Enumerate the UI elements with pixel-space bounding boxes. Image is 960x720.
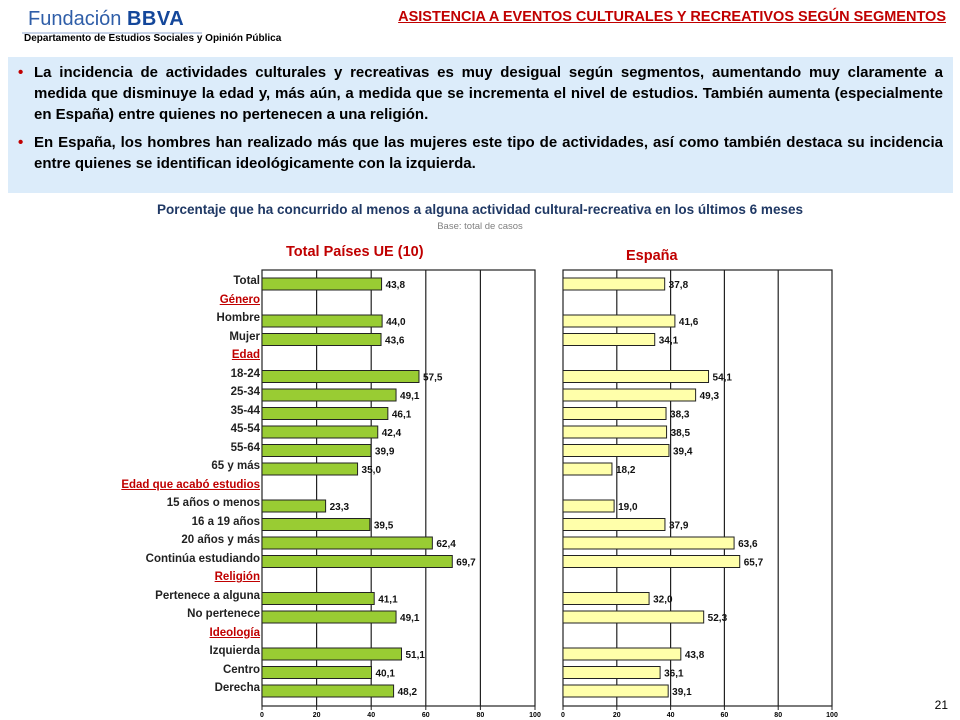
slide-title: ASISTENCIA A EVENTOS CULTURALES Y RECREATIVOS SEGÚN SEGMENTOS xyxy=(398,9,946,25)
bar-value-label: 39,1 xyxy=(672,687,692,698)
logo-text: Fundación BBVA xyxy=(28,8,185,30)
bar-value-label: 42,4 xyxy=(381,428,402,439)
category-label: 45-54 xyxy=(230,423,260,435)
bar xyxy=(262,519,370,531)
bar-value-label: 49,1 xyxy=(400,613,420,624)
bar xyxy=(262,667,371,679)
bar xyxy=(262,371,419,383)
bar xyxy=(262,389,396,401)
bar-value-label: 54,1 xyxy=(712,372,732,384)
bar xyxy=(563,315,675,327)
bar-value-label: 41,6 xyxy=(678,317,699,328)
bar xyxy=(262,315,382,327)
bar-value-label: 65,7 xyxy=(743,557,764,569)
bar-value-label: 51,1 xyxy=(405,650,425,661)
bar xyxy=(563,611,704,623)
bar xyxy=(563,371,709,383)
category-label: 15 años o menos xyxy=(166,497,260,509)
bar-value-label: 48,2 xyxy=(397,687,418,698)
bar-value-label: 32,0 xyxy=(653,594,673,606)
x-tick-label: 100 xyxy=(826,712,838,719)
bar-value-label: 18,2 xyxy=(615,465,636,476)
base-note: Base: total de casos xyxy=(437,221,523,232)
category-section-header: Religión xyxy=(214,571,260,583)
bar xyxy=(563,593,649,605)
bar-value-label: 36,1 xyxy=(664,668,684,680)
bar-value-label: 52,3 xyxy=(707,613,728,624)
bar xyxy=(563,463,612,475)
bar xyxy=(563,445,669,457)
bar-value-label: 41,1 xyxy=(378,594,398,606)
bar-value-label: 37,8 xyxy=(668,280,689,291)
bar xyxy=(563,537,734,549)
bar xyxy=(262,611,396,623)
bar-value-label: 69,7 xyxy=(456,557,476,569)
bar xyxy=(262,556,452,568)
category-label: Continúa estudiando xyxy=(145,552,260,565)
bar-value-label: 44,0 xyxy=(386,317,406,328)
bar-value-label: 63,6 xyxy=(738,539,758,550)
category-label: Centro xyxy=(222,663,260,676)
bar-value-label: 37,9 xyxy=(668,520,689,532)
category-label: 20 años y más xyxy=(181,534,260,546)
bar-value-label: 19,0 xyxy=(618,502,638,513)
x-tick-label: 80 xyxy=(774,712,783,719)
bar-value-label: 39,4 xyxy=(672,446,693,458)
bar xyxy=(262,334,381,346)
x-tick-label: 60 xyxy=(421,712,430,719)
bar xyxy=(563,519,665,531)
bar xyxy=(563,556,740,568)
bar xyxy=(563,685,668,697)
category-label: 25-34 xyxy=(230,386,260,398)
bar-value-label: 43,8 xyxy=(385,280,406,291)
x-tick-label: 80 xyxy=(476,712,485,719)
department-label: Departamento de Estudios Sociales y Opinión Pública xyxy=(24,33,282,44)
category-label: Total xyxy=(233,275,260,287)
bar xyxy=(563,278,665,290)
summary-bullet: • La incidencia de actividades culturales y recreativas es muy desigual según segmentos, aumentando muy claramente a medida que disminuye la edad y, más aún, a medida que se incrementa el nivel de estudios. También aumenta (especialmente en España) entre quienes no pertenecen a una religión. xyxy=(18,64,943,123)
category-label: 16 a 19 años xyxy=(191,515,260,528)
summary-bullet: • En España, los hombres han realizado más que las mujeres este tipo de actividades, así como también destaca su incidencia entre quienes se identifican ideológicamente con la izquierda. xyxy=(18,134,943,172)
bar xyxy=(563,426,667,438)
bar xyxy=(563,500,614,512)
category-section-header: Edad que acabó estudios xyxy=(121,478,260,491)
category-label: 65 y más xyxy=(211,460,260,472)
category-section-header: Género xyxy=(219,293,260,306)
category-label: No pertenece xyxy=(187,608,260,620)
x-tick-label: 100 xyxy=(529,712,541,719)
bar xyxy=(262,537,432,549)
bar xyxy=(262,278,382,290)
panel-title-spain: España xyxy=(626,248,678,264)
bar-value-label: 39,9 xyxy=(374,446,395,458)
bar-value-label: 34,1 xyxy=(658,335,679,347)
bar-value-label: 38,5 xyxy=(670,428,691,439)
bar-value-label: 43,8 xyxy=(684,650,705,661)
bar-value-label: 35,0 xyxy=(361,465,382,476)
category-label: 55-64 xyxy=(230,441,260,454)
bar-value-label: 46,1 xyxy=(391,409,412,421)
bar xyxy=(563,389,696,401)
panel-title-eu: Total Países UE (10) xyxy=(286,244,424,260)
x-tick-label: 0 xyxy=(561,712,565,719)
bullet-dot-icon: • xyxy=(18,134,24,151)
category-label: Mujer xyxy=(229,330,260,343)
bullet-dot-icon: • xyxy=(18,64,24,81)
bar-value-label: 49,3 xyxy=(699,391,720,402)
bar xyxy=(262,685,394,697)
bar-value-label: 39,5 xyxy=(373,520,394,532)
category-section-header: Edad xyxy=(231,349,260,361)
bar-value-label: 38,3 xyxy=(670,409,690,421)
chart-subtitle: Porcentaje que ha concurrido al menos a alguna actividad cultural-recreativa en los últimos 6 meses xyxy=(157,202,803,217)
category-section-header: Ideología xyxy=(209,626,260,639)
page-number: 21 xyxy=(934,698,948,712)
bar xyxy=(563,667,660,679)
category-label: 35-44 xyxy=(230,404,260,417)
bar xyxy=(563,334,655,346)
category-label: 18-24 xyxy=(230,367,260,380)
bar-value-label: 40,1 xyxy=(375,668,395,680)
x-tick-label: 20 xyxy=(612,712,621,719)
bar xyxy=(262,648,402,660)
x-tick-label: 60 xyxy=(720,712,729,719)
category-label: Izquierda xyxy=(209,645,260,657)
category-label: Hombre xyxy=(216,312,260,324)
bar-value-label: 43,6 xyxy=(385,335,405,347)
bar xyxy=(262,426,378,438)
bar xyxy=(262,463,358,475)
x-tick-label: 40 xyxy=(367,712,376,719)
bar xyxy=(262,445,371,457)
bar-value-label: 62,4 xyxy=(436,539,456,550)
x-tick-label: 0 xyxy=(260,712,264,719)
category-label: Pertenece a alguna xyxy=(155,589,260,602)
x-tick-label: 20 xyxy=(312,712,321,719)
x-tick-label: 40 xyxy=(666,712,675,719)
bar xyxy=(563,648,681,660)
bar xyxy=(262,500,326,512)
bar-value-label: 23,3 xyxy=(329,502,350,513)
bar-value-label: 49,1 xyxy=(400,391,420,402)
bar xyxy=(563,408,666,420)
bar xyxy=(262,408,388,420)
bar xyxy=(262,593,374,605)
bar-value-label: 57,5 xyxy=(422,372,443,384)
category-label: Derecha xyxy=(214,682,260,694)
